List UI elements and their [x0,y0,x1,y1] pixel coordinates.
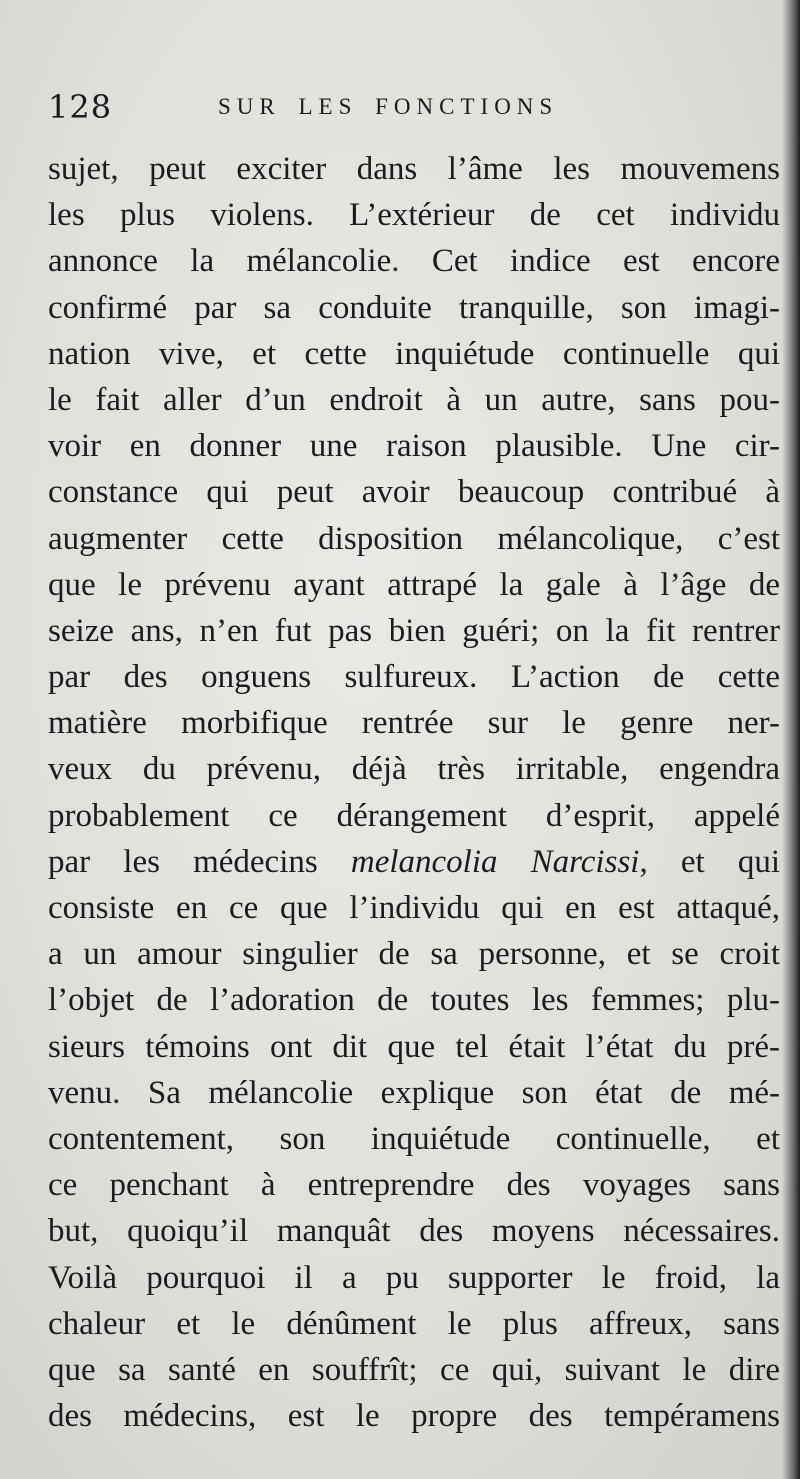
text-line: ce penchant à entreprendre des voyages sans [48,1167,780,1204]
text-line: que sa santé en souffrît; ce qui, suivant le dire [48,1351,780,1388]
text-line: par des onguens sulfureux. L’action de cette [48,659,780,696]
text-line: sieurs témoins ont dit que tel était l’état du pré- [48,1028,780,1065]
text-line: contentement, son inquiétude continuelle, et [48,1120,780,1157]
text-line: Voilà pourquoi il a pu supporter le froid, la [48,1259,780,1296]
text-line: matière morbifique rentrée sur le genre ner- [48,705,780,742]
text-line: veux du prévenu, déjà très irritable, engendra [48,751,780,788]
text-line: l’objet de l’adoration de toutes les femmes; plu- [48,982,780,1019]
text-line: le fait aller d’un endroit à un autre, sans pou- [48,381,780,418]
text-line: chaleur et le dénûment le plus affreux, sans [48,1305,780,1342]
text-line-with-italic [48,839,780,885]
text-line: constance qui peut avoir beaucoup contribué à [48,474,780,511]
line-segment: , et qui [639,843,781,880]
text-line: des médecins, est le propre des tempéramens [48,1398,780,1435]
text-line: les plus violens. L’extérieur de cet individu [48,197,780,234]
text-line: probablement ce dérangement d’esprit, appelé [48,797,780,834]
body-text [48,146,780,1439]
text-line: venu. Sa mélancolie explique son état de mé- [48,1074,780,1111]
text-line: que le prévenu ayant attrapé la gale à l’âge de [48,566,780,603]
running-head: SUR LES FONCTIONS [218,94,559,119]
text-line: but, quoiqu’il manquât des moyens nécessaires. [48,1213,780,1250]
text-line: annonce la mélancolie. Cet indice est encore [48,243,780,280]
text-line: voir en donner une raison plausible. Une cir- [48,428,780,465]
text-line: consiste en ce que l’individu qui en est attaqué, [48,890,780,926]
text-line: seize ans, n’en fut pas bien guéri; on la fit rentrer [48,612,780,649]
text-line: sujet, peut exciter dans l’âme les mouvemens [48,151,780,187]
text-line: augmenter cette disposition mélancolique, c’est [48,520,780,557]
page-edge-shadow [782,0,800,1479]
text-line: a un amour singulier de sa personne, et se croit [48,936,780,973]
text-line: confirmé par sa conduite tranquille, son imagi- [48,289,780,326]
page-number: 128 [48,88,113,126]
line-segment: par les médecins [48,843,351,880]
text-line: nation vive, et cette inquiétude continuelle qui [48,335,780,372]
italic-term: melancolia Narcissi [350,843,640,880]
